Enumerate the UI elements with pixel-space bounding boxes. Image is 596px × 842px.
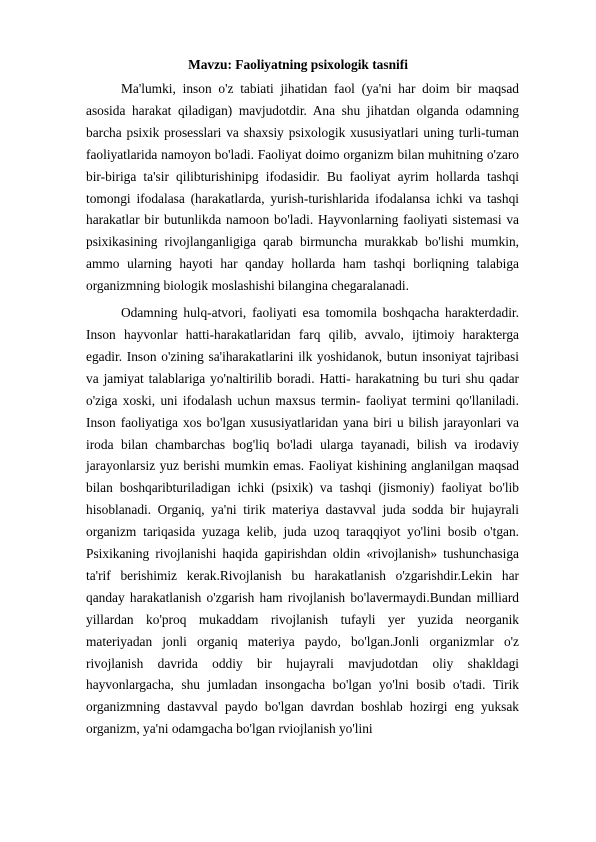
paragraph-2: Odamning hulq-atvori, faoliyati esa tomomila boshqacha harakterdadir. Inson hayvonlar hatti-harakatlaridan farq qilib, avvalo, ijtimoiy harakterga egadir. Inson o'zining sa'iharakatlarini ilk yoshidanok, butun insoniyat tajribasi va jamiyat talablariga yo'naltirilib boradi. Hatti- harakatning bu turi shu qadar o'ziga xoski, uni ifodalash uchun maxsus termin- faoliyat termini qo'llaniladi. Inson faoliyatiga xos bo'lgan xususiyatlaridan yana biri u bilish jarayonlari va iroda bilan chambarchas bog'liq bo'ladi ularga tayanadi, bilish va irodaviy jarayonlarsiz yuz berishi mumkin emas. Faoliyat kishining anglanilgan maqsad bilan boshqaribturiladigan ichki (psixik) va tashqi (jismoniy) faoliyat bo'lib hisoblanadi. Organiq, ya'ni tirik materiya dastavval juda sodda bir hujayrali organizm tariqasida yuzaga kelib, juda uzoq taraqqiyot yo'lini bosib o'tgan. Psixikaning rivojlanishi haqida gapirishdan oldin «rivojlanish» tushunchasiga ta'rif berishimiz kerak.Rivojlanish bu harakatlanish o'zgarishdir.Lekin har qanday harakatlanish o'zgarish ham rivojlanish bo'lavermaydi.Bundan milliard yillardan ko'proq mukaddam rivojlanish tufayli yer yuzida neorganik materiyadan jonli organiq materiya paydo, bo'lgan.Jonli organizmlar o'z rivojlanish davrida oddiy bir hujayrali mavjudotdan oliy shakldagi hayvonlargacha, shu jumladan insongacha bo'lgan yo'lni bosib o'tadi. Tirik organizmning dastavval paydo bo'lgan davrdan boshlab hozirgi eng yuksak organizm, ya'ni odamgacha bo'lgan rviojlanish yo'lini [86, 305, 519, 737]
document-body [86, 78, 519, 740]
document-title: Mavzu: Faoliyatning psixologik tasnifi [188, 57, 408, 72]
paragraph-1: Ma'lumki, inson o'z tabiati jihatidan faol (ya'ni har doim bir maqsad asosida harakat qiladigan) mavjudotdir. Ana shu jihatdan olganda odamning barcha psixik prosesslari va shaxsiy psixologik xususiyatlari uning turli-tuman faoliyatlarida namoyon bo'ladi. Faoliyat doimo organizm bilan muhitning o'zaro bir-biriga ta'sir qilibturishinipg ifodasidir. Bu faoliyat ayrim hollarda tashqi tomongi ifodalasa (harakatlarda, yurish-turishlarida ifodalansa ichki va tashqi harakatlar bir butunlikda namoon bo'ladi. Hayvonlarning faoliyati sistemasi va psixikasining rivojlanganligiga qarab birmuncha murakkab bo'lishi mumkin, ammo ularning hayoti har qanday hollarda ham tashqi borliqning talabiga organizmning biologik moslashishi bilangina chegaralanadi. [86, 81, 519, 294]
